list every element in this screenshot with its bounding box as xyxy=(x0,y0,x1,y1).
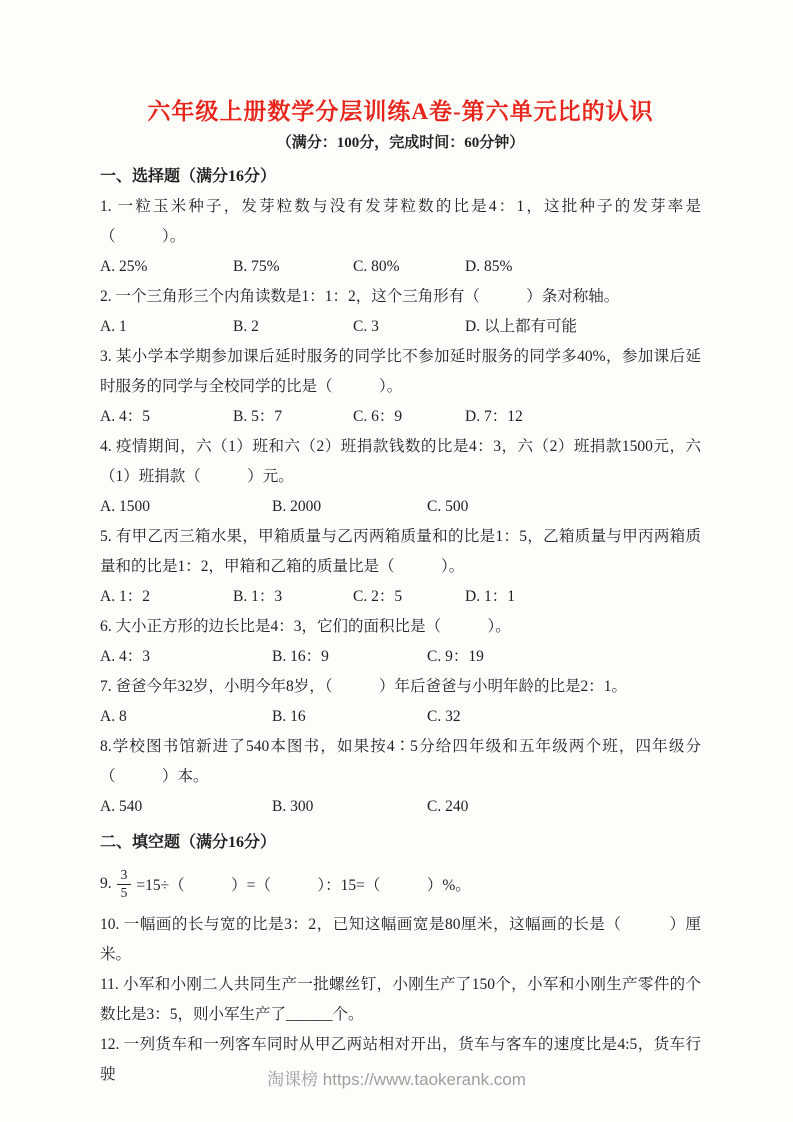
question-1-option-c: C. 80% xyxy=(353,258,400,275)
question-7-text: 7. 爸爸今年32岁，小明今年8岁，（ ）年后爸爸与小明年龄的比是2：1。 xyxy=(100,678,628,695)
question-2-option-d: D. 以上都有可能 xyxy=(465,318,577,335)
question-5-options xyxy=(100,582,701,612)
question-11-text: 11. 小军和小刚二人共同生产一批螺丝钉，小刚生产了150个，小军和小刚生产零件的个数比是3：5，则小军生产了______个。 xyxy=(100,976,701,1023)
question-5-option-a: A. 1：2 xyxy=(100,588,150,605)
fraction-denominator: 5 xyxy=(120,884,128,900)
question-7-option-b: B. 16 xyxy=(272,708,306,725)
question-9-prefix: 9. xyxy=(100,875,112,892)
footer-watermark-text: 淘课榜 https://www.taokerank.com xyxy=(267,1070,526,1089)
fraction-three-fifths xyxy=(117,867,132,902)
question-1-option-b: B. 75% xyxy=(233,258,280,275)
question-5-option-b: B. 1：3 xyxy=(233,588,283,605)
question-10-text: 10. 一幅画的长与宽的比是3：2，已知这幅画宽是80厘米，这幅画的长是（ ）厘米。 xyxy=(100,916,701,963)
question-2-option-a: A. 1 xyxy=(100,318,127,335)
question-3-text: 3. 某小学本学期参加课后延时服务的同学比不参加延时服务的同学多40%，参加课后延时服务的同学与全校同学的比是（ ）。 xyxy=(100,348,701,395)
question-6-options xyxy=(100,642,701,672)
question-4-text: 4. 疫情期间，六（1）班和六（2）班捐款钱数的比是4：3，六（2）班捐款1500元，六（1）班捐款（ ）元。 xyxy=(100,438,701,485)
fraction-numerator: 3 xyxy=(117,867,132,885)
question-1-text: 1. 一粒玉米种子，发芽粒数与没有发芽粒数的比是4：1，这批种子的发芽率是（ ）。 xyxy=(100,198,701,245)
page-title: 六年级上册数学分层训练A卷-第六单元比的认识 xyxy=(147,99,654,124)
question-3-option-b: B. 5：7 xyxy=(233,408,283,425)
question-8-option-a: A. 540 xyxy=(100,798,143,815)
question-3-option-a: A. 4：5 xyxy=(100,408,150,425)
question-5-option-c: C. 2：5 xyxy=(353,588,403,605)
question-3-option-d: D. 7：12 xyxy=(465,408,523,425)
question-7-option-c: C. 32 xyxy=(427,708,461,725)
question-6-text: 6. 大小正方形的边长比是4：3，它们的面积比是（ ）。 xyxy=(100,618,511,635)
question-9-text xyxy=(100,858,701,910)
question-8-options xyxy=(100,792,701,822)
question-7-option-a: A. 8 xyxy=(100,708,127,725)
question-3-option-c: C. 6：9 xyxy=(353,408,403,425)
question-7-options xyxy=(100,702,701,732)
question-2-option-b: B. 2 xyxy=(233,318,259,335)
question-5-option-d: D. 1：1 xyxy=(465,588,515,605)
question-2-options xyxy=(100,312,701,342)
question-6-option-a: A. 4：3 xyxy=(100,648,150,665)
section-choice-heading: 一、选择题（满分16分） xyxy=(100,168,277,185)
question-5-text: 5. 有甲乙丙三箱水果，甲箱质量与乙丙两箱质量和的比是1：5，乙箱质量与甲丙两箱质量和的比是1：2，甲箱和乙箱的质量比是（ ）。 xyxy=(100,528,701,575)
footer-watermark xyxy=(0,1065,793,1090)
question-8-text: 8.学校图书馆新进了540本图书，如果按4∶5分给四年级和五年级两个班，四年级分（ ）本。 xyxy=(100,738,701,785)
question-9-rest: =15÷（ ）=（ ）：15=（ ）%。 xyxy=(136,877,471,894)
exam-subtitle: （满分：100分，完成时间：60分钟） xyxy=(276,135,525,151)
question-6-option-b: B. 16：9 xyxy=(272,648,329,665)
question-3-options xyxy=(100,402,701,432)
question-2-text: 2. 一个三角形三个内角读数是1：1：2，这个三角形有（ ）条对称轴。 xyxy=(100,288,620,305)
question-2-option-c: C. 3 xyxy=(353,318,379,335)
question-8-option-c: C. 240 xyxy=(427,798,469,815)
question-1-options xyxy=(100,252,701,282)
question-4-option-b: B. 2000 xyxy=(272,498,322,515)
question-8-option-b: B. 300 xyxy=(272,798,314,815)
question-4-option-c: C. 500 xyxy=(427,498,469,515)
question-6-option-c: C. 9：19 xyxy=(427,648,484,665)
question-4-option-a: A. 1500 xyxy=(100,498,150,515)
question-1-option-a: A. 25% xyxy=(100,258,148,275)
question-12-text: 12. 一列货车和一列客车同时从甲乙两站相对开出，货车与客车的速度比是4:5，货车行驶 xyxy=(100,1036,701,1083)
section-fill-heading: 二、填空题（满分16分） xyxy=(100,834,277,851)
question-1-option-d: D. 85% xyxy=(465,258,513,275)
question-4-options xyxy=(100,492,701,522)
